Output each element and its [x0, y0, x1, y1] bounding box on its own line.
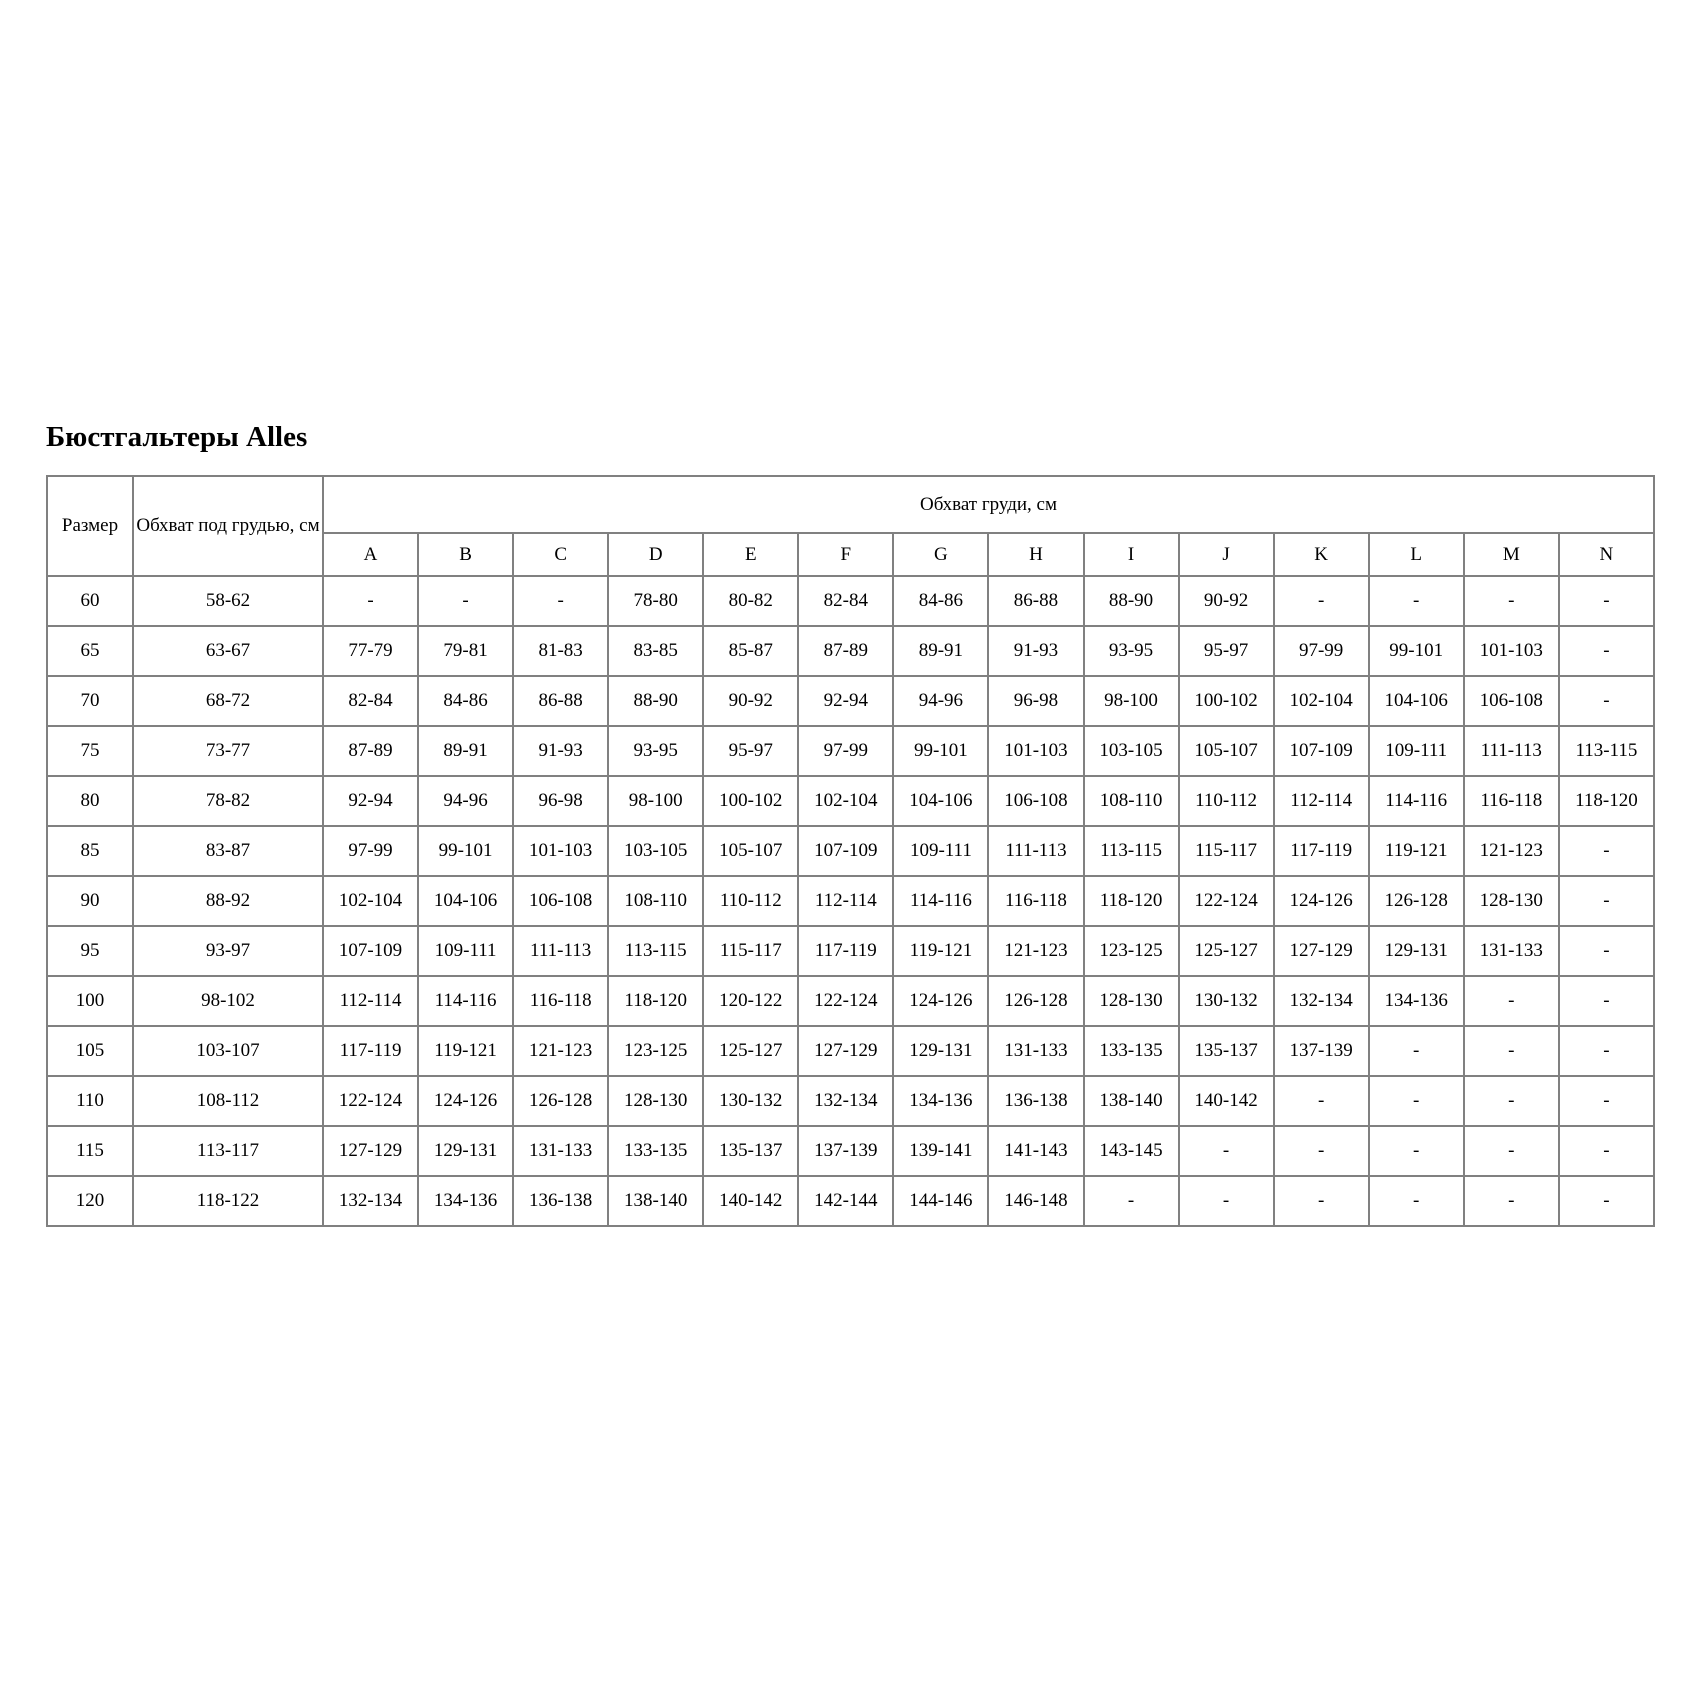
size-cell: 105: [47, 1026, 133, 1076]
bust-range-cell: 137-139: [798, 1126, 893, 1176]
bust-range-cell: 126-128: [513, 1076, 608, 1126]
bust-range-cell: 84-86: [418, 676, 513, 726]
bust-range-cell: 101-103: [988, 726, 1083, 776]
bust-range-cell: 124-126: [418, 1076, 513, 1126]
bust-range-cell: 140-142: [1179, 1076, 1274, 1126]
bust-range-cell: 134-136: [418, 1176, 513, 1226]
underbust-cell: 73-77: [133, 726, 323, 776]
col-header-cup-h: H: [988, 533, 1083, 576]
underbust-cell: 83-87: [133, 826, 323, 876]
bust-range-cell: 117-119: [323, 1026, 418, 1076]
bust-range-cell: 99-101: [1369, 626, 1464, 676]
bust-range-cell: 88-90: [608, 676, 703, 726]
col-header-cup-e: E: [703, 533, 798, 576]
bust-range-cell: 132-134: [323, 1176, 418, 1226]
bust-range-cell: 93-95: [608, 726, 703, 776]
bust-range-cell: -: [1274, 576, 1369, 626]
bust-range-cell: 111-113: [513, 926, 608, 976]
bust-range-cell: 125-127: [703, 1026, 798, 1076]
underbust-cell: 108-112: [133, 1076, 323, 1126]
bust-range-cell: -: [323, 576, 418, 626]
bust-range-cell: 117-119: [798, 926, 893, 976]
bust-range-cell: -: [1559, 826, 1654, 876]
table-row: [47, 1076, 1654, 1126]
page-title: Бюстгальтеры Alles: [46, 421, 308, 453]
bust-range-cell: 86-88: [513, 676, 608, 726]
size-cell: 110: [47, 1076, 133, 1126]
bust-range-cell: 87-89: [323, 726, 418, 776]
bust-range-cell: 111-113: [1464, 726, 1559, 776]
bust-range-cell: 101-103: [513, 826, 608, 876]
underbust-cell: 78-82: [133, 776, 323, 826]
bust-range-cell: 128-130: [608, 1076, 703, 1126]
bust-range-cell: 128-130: [1464, 876, 1559, 926]
bust-range-cell: 104-106: [1369, 676, 1464, 726]
bust-range-cell: 143-145: [1084, 1126, 1179, 1176]
bust-range-cell: 111-113: [988, 826, 1083, 876]
bust-range-cell: 127-129: [323, 1126, 418, 1176]
bust-range-cell: 116-118: [513, 976, 608, 1026]
col-header-cup-c: C: [513, 533, 608, 576]
bust-range-cell: 141-143: [988, 1126, 1083, 1176]
bust-range-cell: 98-100: [1084, 676, 1179, 726]
bust-range-cell: 86-88: [988, 576, 1083, 626]
col-header-cup-k: K: [1274, 533, 1369, 576]
underbust-cell: 88-92: [133, 876, 323, 926]
bust-range-cell: 119-121: [893, 926, 988, 976]
bust-range-cell: -: [1559, 976, 1654, 1026]
bust-range-cell: -: [1559, 1076, 1654, 1126]
bust-range-cell: -: [1084, 1176, 1179, 1226]
table-row: [47, 626, 1654, 676]
bust-range-cell: -: [1464, 576, 1559, 626]
table-row: [47, 976, 1654, 1026]
bust-range-cell: 112-114: [1274, 776, 1369, 826]
bust-range-cell: 104-106: [893, 776, 988, 826]
col-header-cup-b: B: [418, 533, 513, 576]
bust-range-cell: -: [1274, 1076, 1369, 1126]
size-cell: 60: [47, 576, 133, 626]
bust-range-cell: 96-98: [988, 676, 1083, 726]
bust-range-cell: 89-91: [418, 726, 513, 776]
table-row: [47, 1126, 1654, 1176]
bust-range-cell: 90-92: [703, 676, 798, 726]
bust-range-cell: 121-123: [513, 1026, 608, 1076]
col-header-cup-f: F: [798, 533, 893, 576]
bust-range-cell: 102-104: [1274, 676, 1369, 726]
bust-range-cell: 130-132: [703, 1076, 798, 1126]
bust-range-cell: -: [1274, 1126, 1369, 1176]
bust-range-cell: 95-97: [703, 726, 798, 776]
bust-range-cell: 107-109: [323, 926, 418, 976]
bust-range-cell: 125-127: [1179, 926, 1274, 976]
bust-range-cell: 83-85: [608, 626, 703, 676]
bust-range-cell: 144-146: [893, 1176, 988, 1226]
bust-range-cell: 91-93: [988, 626, 1083, 676]
bust-range-cell: 81-83: [513, 626, 608, 676]
bust-range-cell: 122-124: [1179, 876, 1274, 926]
col-header-cup-d: D: [608, 533, 703, 576]
bust-range-cell: 127-129: [798, 1026, 893, 1076]
bust-range-cell: 94-96: [418, 776, 513, 826]
bust-range-cell: -: [1274, 1176, 1369, 1226]
underbust-cell: 63-67: [133, 626, 323, 676]
underbust-cell: 68-72: [133, 676, 323, 726]
bust-range-cell: 129-131: [893, 1026, 988, 1076]
bust-range-cell: 113-115: [608, 926, 703, 976]
bust-range-cell: 101-103: [1464, 626, 1559, 676]
bra-size-table: [46, 475, 1655, 1227]
bust-range-cell: 142-144: [798, 1176, 893, 1226]
bust-range-cell: 131-133: [513, 1126, 608, 1176]
bust-range-cell: 107-109: [798, 826, 893, 876]
group-header-row: [47, 476, 1654, 533]
bust-range-cell: 98-100: [608, 776, 703, 826]
bust-range-cell: 131-133: [1464, 926, 1559, 976]
bust-range-cell: 104-106: [418, 876, 513, 926]
underbust-cell: 103-107: [133, 1026, 323, 1076]
size-cell: 85: [47, 826, 133, 876]
bust-range-cell: 123-125: [608, 1026, 703, 1076]
underbust-cell: 113-117: [133, 1126, 323, 1176]
bust-range-cell: -: [1179, 1176, 1274, 1226]
bust-range-cell: 134-136: [893, 1076, 988, 1126]
size-cell: 80: [47, 776, 133, 826]
bust-range-cell: 82-84: [323, 676, 418, 726]
bust-range-cell: 121-123: [988, 926, 1083, 976]
bust-range-cell: 139-141: [893, 1126, 988, 1176]
bust-range-cell: 123-125: [1084, 926, 1179, 976]
col-header-cup-j: J: [1179, 533, 1274, 576]
bust-range-cell: 138-140: [1084, 1076, 1179, 1126]
bust-range-cell: 140-142: [703, 1176, 798, 1226]
bust-range-cell: -: [1464, 1026, 1559, 1076]
bust-range-cell: 107-109: [1274, 726, 1369, 776]
bust-range-cell: 135-137: [1179, 1026, 1274, 1076]
bust-range-cell: 124-126: [893, 976, 988, 1026]
bust-range-cell: 100-102: [1179, 676, 1274, 726]
bust-range-cell: 92-94: [323, 776, 418, 826]
bust-range-cell: 122-124: [323, 1076, 418, 1126]
table-row: [47, 576, 1654, 626]
bust-range-cell: 121-123: [1464, 826, 1559, 876]
size-cell: 90: [47, 876, 133, 926]
bust-range-cell: 130-132: [1179, 976, 1274, 1026]
bust-range-cell: -: [1464, 1176, 1559, 1226]
bust-range-cell: 132-134: [798, 1076, 893, 1126]
col-header-cup-l: L: [1369, 533, 1464, 576]
table-row: [47, 826, 1654, 876]
bust-range-cell: -: [1179, 1126, 1274, 1176]
bust-range-cell: 93-95: [1084, 626, 1179, 676]
bust-range-cell: 118-120: [1559, 776, 1654, 826]
bust-range-cell: 96-98: [513, 776, 608, 826]
bust-range-cell: 119-121: [1369, 826, 1464, 876]
underbust-cell: 58-62: [133, 576, 323, 626]
bust-range-cell: -: [1464, 976, 1559, 1026]
col-header-cup-m: M: [1464, 533, 1559, 576]
bust-range-cell: 78-80: [608, 576, 703, 626]
bust-range-cell: 89-91: [893, 626, 988, 676]
bust-range-cell: 115-117: [1179, 826, 1274, 876]
table-row: [47, 776, 1654, 826]
bust-range-cell: -: [1369, 1176, 1464, 1226]
bust-range-cell: 114-116: [1369, 776, 1464, 826]
bust-range-cell: 94-96: [893, 676, 988, 726]
bust-range-cell: 106-108: [988, 776, 1083, 826]
table-row: [47, 926, 1654, 976]
bust-range-cell: 137-139: [1274, 1026, 1369, 1076]
bust-range-cell: 91-93: [513, 726, 608, 776]
bust-range-cell: 100-102: [703, 776, 798, 826]
bust-range-cell: -: [1369, 576, 1464, 626]
size-cell: 115: [47, 1126, 133, 1176]
bust-range-cell: 105-107: [703, 826, 798, 876]
size-table-head: [47, 476, 1654, 576]
bust-range-cell: -: [418, 576, 513, 626]
bust-range-cell: 97-99: [323, 826, 418, 876]
bust-range-cell: 109-111: [893, 826, 988, 876]
bust-range-cell: 136-138: [513, 1176, 608, 1226]
bust-range-cell: 118-120: [608, 976, 703, 1026]
bust-range-cell: 103-105: [608, 826, 703, 876]
underbust-cell: 93-97: [133, 926, 323, 976]
col-header-cup-i: I: [1084, 533, 1179, 576]
bust-range-cell: 133-135: [608, 1126, 703, 1176]
underbust-cell: 98-102: [133, 976, 323, 1026]
bust-range-cell: 136-138: [988, 1076, 1083, 1126]
bust-range-cell: -: [1369, 1026, 1464, 1076]
bust-range-cell: -: [1464, 1126, 1559, 1176]
bust-range-cell: 138-140: [608, 1176, 703, 1226]
bust-range-cell: 114-116: [893, 876, 988, 926]
bust-range-cell: -: [1559, 626, 1654, 676]
bust-range-cell: 97-99: [798, 726, 893, 776]
col-header-cup-g: G: [893, 533, 988, 576]
bust-range-cell: 110-112: [1179, 776, 1274, 826]
bust-range-cell: 124-126: [1274, 876, 1369, 926]
bust-range-cell: 95-97: [1179, 626, 1274, 676]
bust-range-cell: 119-121: [418, 1026, 513, 1076]
bust-range-cell: 120-122: [703, 976, 798, 1026]
bust-range-cell: -: [1369, 1076, 1464, 1126]
bust-range-cell: 131-133: [988, 1026, 1083, 1076]
bust-range-cell: 92-94: [798, 676, 893, 726]
bust-range-cell: 128-130: [1084, 976, 1179, 1026]
bust-range-cell: -: [513, 576, 608, 626]
table-row: [47, 876, 1654, 926]
size-cell: 95: [47, 926, 133, 976]
bust-range-cell: 77-79: [323, 626, 418, 676]
bust-range-cell: 82-84: [798, 576, 893, 626]
bust-range-cell: 99-101: [893, 726, 988, 776]
bust-range-cell: 105-107: [1179, 726, 1274, 776]
bust-range-cell: 134-136: [1369, 976, 1464, 1026]
bust-range-cell: 102-104: [798, 776, 893, 826]
col-header-bust-group: Обхват груди, см: [323, 476, 1654, 533]
table-row: [47, 1026, 1654, 1076]
bust-range-cell: 87-89: [798, 626, 893, 676]
size-table-body: [47, 576, 1654, 1226]
bust-range-cell: -: [1559, 926, 1654, 976]
size-cell: 100: [47, 976, 133, 1026]
col-header-cup-a: A: [323, 533, 418, 576]
bust-range-cell: 103-105: [1084, 726, 1179, 776]
bust-range-cell: 109-111: [418, 926, 513, 976]
bust-range-cell: -: [1559, 1026, 1654, 1076]
bust-range-cell: 112-114: [323, 976, 418, 1026]
bust-range-cell: 108-110: [608, 876, 703, 926]
bust-range-cell: 118-120: [1084, 876, 1179, 926]
bust-range-cell: -: [1559, 576, 1654, 626]
bust-range-cell: 113-115: [1084, 826, 1179, 876]
bust-range-cell: 122-124: [798, 976, 893, 1026]
bust-range-cell: 127-129: [1274, 926, 1369, 976]
bust-range-cell: 99-101: [418, 826, 513, 876]
size-cell: 75: [47, 726, 133, 776]
bust-range-cell: -: [1559, 676, 1654, 726]
bust-range-cell: 106-108: [1464, 676, 1559, 726]
bust-range-cell: -: [1559, 876, 1654, 926]
bust-range-cell: -: [1559, 1176, 1654, 1226]
size-cell: 120: [47, 1176, 133, 1226]
bust-range-cell: 84-86: [893, 576, 988, 626]
bust-range-cell: 115-117: [703, 926, 798, 976]
bust-range-cell: 133-135: [1084, 1026, 1179, 1076]
bust-range-cell: 112-114: [798, 876, 893, 926]
bust-range-cell: 117-119: [1274, 826, 1369, 876]
bust-range-cell: 108-110: [1084, 776, 1179, 826]
bust-range-cell: 80-82: [703, 576, 798, 626]
col-header-cup-n: N: [1559, 533, 1654, 576]
bust-range-cell: 102-104: [323, 876, 418, 926]
bust-range-cell: 90-92: [1179, 576, 1274, 626]
bust-range-cell: 85-87: [703, 626, 798, 676]
table-row: [47, 726, 1654, 776]
col-header-size: Размер: [47, 476, 133, 576]
bust-range-cell: 97-99: [1274, 626, 1369, 676]
bust-range-cell: 116-118: [1464, 776, 1559, 826]
col-header-underbust: Обхват под грудью, см: [133, 476, 323, 576]
bust-range-cell: -: [1559, 1126, 1654, 1176]
bust-range-cell: 135-137: [703, 1126, 798, 1176]
bust-range-cell: 88-90: [1084, 576, 1179, 626]
bust-range-cell: 113-115: [1559, 726, 1654, 776]
underbust-cell: 118-122: [133, 1176, 323, 1226]
bust-range-cell: 116-118: [988, 876, 1083, 926]
bust-range-cell: 132-134: [1274, 976, 1369, 1026]
bust-range-cell: -: [1464, 1076, 1559, 1126]
bust-range-cell: 126-128: [988, 976, 1083, 1026]
size-cell: 65: [47, 626, 133, 676]
bust-range-cell: 110-112: [703, 876, 798, 926]
bust-range-cell: 129-131: [1369, 926, 1464, 976]
bust-range-cell: 109-111: [1369, 726, 1464, 776]
table-row: [47, 676, 1654, 726]
bust-range-cell: 106-108: [513, 876, 608, 926]
bust-range-cell: 126-128: [1369, 876, 1464, 926]
table-row: [47, 1176, 1654, 1226]
bust-range-cell: -: [1369, 1126, 1464, 1176]
bust-range-cell: 129-131: [418, 1126, 513, 1176]
bust-range-cell: 79-81: [418, 626, 513, 676]
bust-range-cell: 146-148: [988, 1176, 1083, 1226]
size-cell: 70: [47, 676, 133, 726]
bust-range-cell: 114-116: [418, 976, 513, 1026]
